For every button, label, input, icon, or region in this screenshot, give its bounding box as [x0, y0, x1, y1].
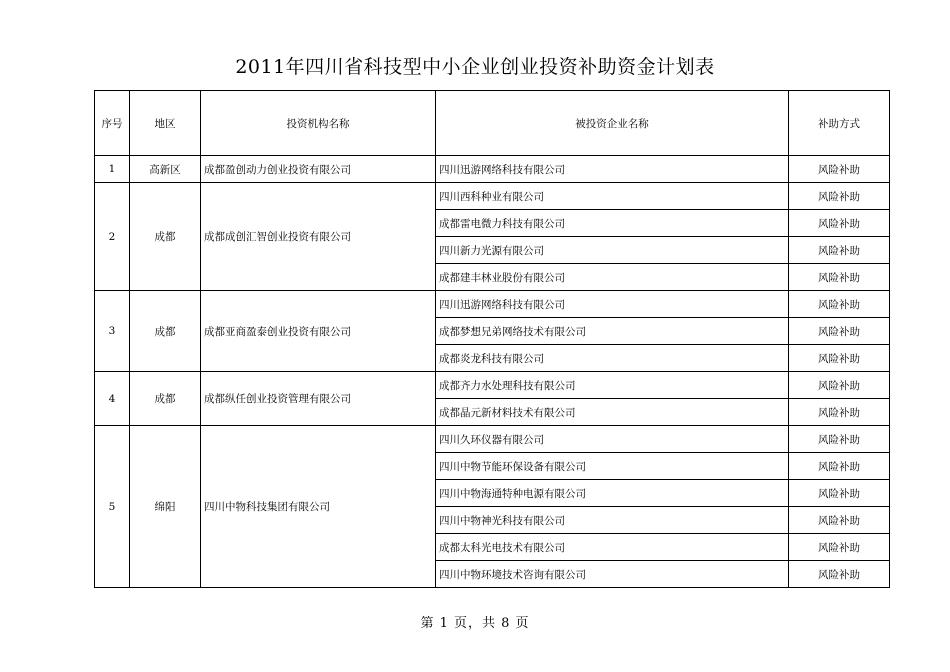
table-header-row — [95, 91, 890, 156]
subsidy-method-cell: 风险补助 — [789, 237, 890, 264]
subsidy-method-cell: 风险补助 — [789, 399, 890, 426]
region-cell: 成都 — [130, 183, 201, 291]
subsidy-method-cell: 风险补助 — [789, 291, 890, 318]
seq-cell: 3 — [95, 291, 130, 372]
invested-company-cell: 四川中物海通特种电源有限公司 — [436, 480, 789, 507]
subsidy-method-cell: 风险补助 — [789, 372, 890, 399]
investor-cell: 成都纵任创业投资管理有限公司 — [201, 372, 436, 426]
subsidy-method-cell: 风险补助 — [789, 426, 890, 453]
subsidy-method-cell: 风险补助 — [789, 318, 890, 345]
header-seq: 序号 — [95, 91, 130, 156]
invested-company-cell: 四川中物节能环保设备有限公司 — [436, 453, 789, 480]
invested-company-cell: 四川中物神光科技有限公司 — [436, 507, 789, 534]
seq-cell: 5 — [95, 426, 130, 588]
table-row — [95, 183, 890, 210]
invested-company-cell: 四川新力光源有限公司 — [436, 237, 789, 264]
investor-cell: 成都亚商盈泰创业投资有限公司 — [201, 291, 436, 372]
invested-company-cell: 成都太科光电技术有限公司 — [436, 534, 789, 561]
invested-company-cell: 四川迅游网络科技有限公司 — [436, 291, 789, 318]
seq-cell: 1 — [95, 156, 130, 183]
subsidy-method-cell: 风险补助 — [789, 480, 890, 507]
investor-cell: 成都盈创动力创业投资有限公司 — [201, 156, 436, 183]
subsidy-method-cell: 风险补助 — [789, 561, 890, 588]
subsidy-method-cell: 风险补助 — [789, 156, 890, 183]
table-row — [95, 291, 890, 318]
region-cell: 绵阳 — [130, 426, 201, 588]
subsidy-plan-table — [94, 90, 890, 588]
subsidy-method-cell: 风险补助 — [789, 183, 890, 210]
invested-company-cell: 成都梦想兄弟网络技术有限公司 — [436, 318, 789, 345]
page-footer: 第 1 页，共 8 页 — [420, 616, 530, 631]
investor-cell: 成都成创汇智创业投资有限公司 — [201, 183, 436, 291]
seq-cell: 2 — [95, 183, 130, 291]
header-region: 地区 — [130, 91, 201, 156]
invested-company-cell: 成都齐力水处理科技有限公司 — [436, 372, 789, 399]
invested-company-cell: 成都建丰林业股份有限公司 — [436, 264, 789, 291]
invested-company-cell: 成都雷电微力科技有限公司 — [436, 210, 789, 237]
table-row — [95, 426, 890, 453]
header-subsidy-method: 补助方式 — [789, 91, 890, 156]
table-row — [95, 156, 890, 183]
subsidy-method-cell: 风险补助 — [789, 210, 890, 237]
subsidy-method-cell: 风险补助 — [789, 534, 890, 561]
table-row — [95, 372, 890, 399]
seq-cell: 4 — [95, 372, 130, 426]
header-invested-company: 被投资企业名称 — [436, 91, 789, 156]
invested-company-cell: 四川西科种业有限公司 — [436, 183, 789, 210]
invested-company-cell: 四川久环仪器有限公司 — [436, 426, 789, 453]
subsidy-method-cell: 风险补助 — [789, 264, 890, 291]
investor-cell: 四川中物科技集团有限公司 — [201, 426, 436, 588]
invested-company-cell: 四川中物环境技术咨询有限公司 — [436, 561, 789, 588]
header-investor: 投资机构名称 — [201, 91, 436, 156]
region-cell: 成都 — [130, 372, 201, 426]
invested-company-cell: 四川迅游网络科技有限公司 — [436, 156, 789, 183]
region-cell: 成都 — [130, 291, 201, 372]
subsidy-method-cell: 风险补助 — [789, 453, 890, 480]
invested-company-cell: 成都晶元新材料技术有限公司 — [436, 399, 789, 426]
subsidy-method-cell: 风险补助 — [789, 345, 890, 372]
page-title: 2011年四川省科技型中小企业创业投资补助资金计划表 — [235, 56, 715, 78]
invested-company-cell: 成都炎龙科技有限公司 — [436, 345, 789, 372]
region-cell: 高新区 — [130, 156, 201, 183]
subsidy-method-cell: 风险补助 — [789, 507, 890, 534]
